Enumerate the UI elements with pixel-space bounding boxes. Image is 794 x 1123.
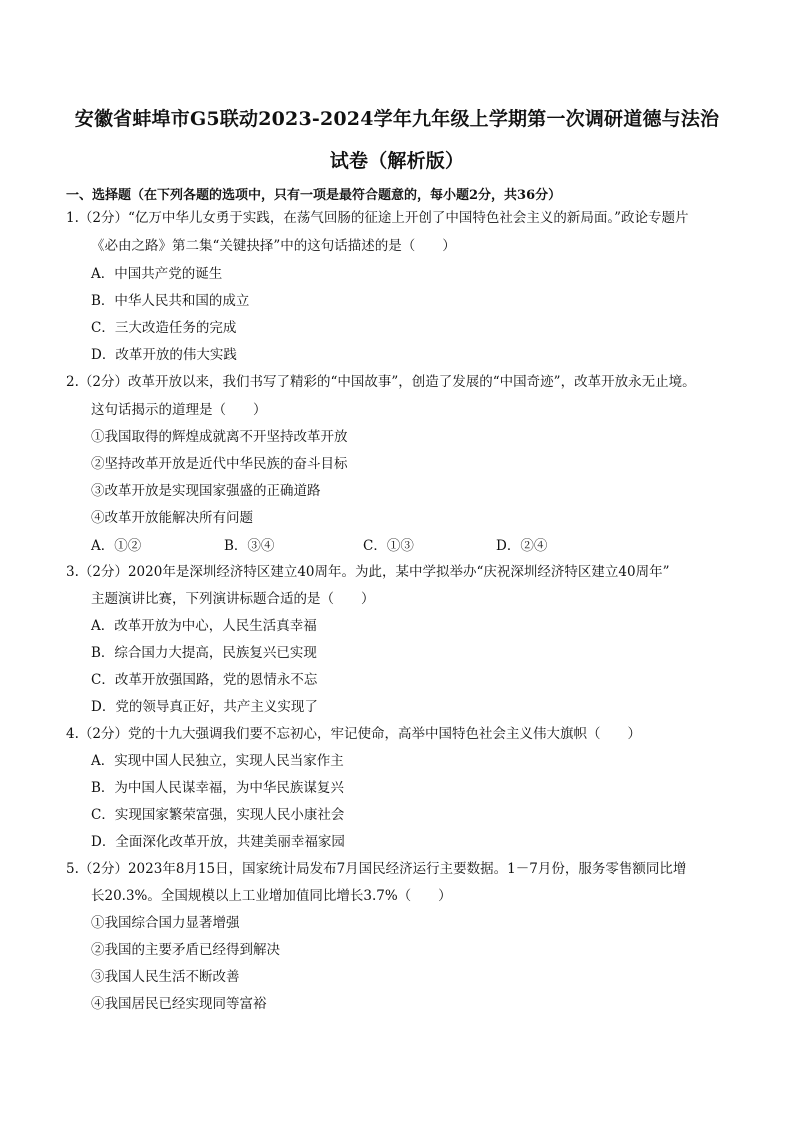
q1-stem-line2: 《必由之路》第二集“关键抉择”中的这句话描述的是（ ）	[91, 238, 456, 254]
q3-stem-line2: 主题演讲比赛，下列演讲标题合适的是（ ）	[91, 591, 375, 607]
q1-stem-line1: 1.（2分）“亿万中华儿女勇于实践，在荡气回肠的征途上开创了中国特色社会主义的新局面。”政论专题片	[66, 210, 689, 226]
q2-stem-line1: 2.（2分）改革开放以来，我们书写了精彩的“中国故事”，创造了发展的“中国奇迹”，改革开放永无止境。	[66, 374, 696, 390]
q4-option-a: A．实现中国人民独立，实现人民当家作主	[91, 753, 344, 769]
q5-stem-line2: 长20.3%。全国规模以上工业增加值同比增长3.7%（ ）	[91, 888, 452, 904]
q5-stem-line1: 5.（2分）2023年8月15日，国家统计局发布7月国民经济运行主要数据。1－7月份，服务零售额同比增	[66, 861, 687, 877]
q2-item-4: ④改革开放能解决所有问题	[91, 510, 253, 526]
q4-option-b: B．为中国人民谋幸福，为中华民族谋复兴	[91, 780, 344, 796]
q2-choice-b: B．③④	[224, 538, 275, 554]
section-title: 一、选择题（在下列各题的选项中，只有一项是最符合题意的，每小题2分，共36分）	[66, 188, 562, 203]
page-title-line1: 安徽省蚌埠市G5联动2023-2024学年九年级上学期第一次调研道德与法治	[74, 108, 720, 130]
q2-choice-c: C．①③	[363, 538, 414, 554]
q3-stem-line1: 3.（2分）2020年是深圳经济特区建立40周年。为此，某中学拟举办“庆祝深圳经济特区建立40周年”	[66, 564, 670, 580]
page-title-line2: 试卷（解析版）	[329, 150, 465, 172]
q2-choice-d: D．②④	[496, 538, 548, 554]
q2-choice-a: A．①②	[91, 538, 142, 554]
q4-stem-line1: 4.（2分）党的十九大强调我们要不忘初心，牢记使命，高举中国特色社会主义伟大旗帜（ ）	[66, 726, 641, 742]
q1-option-b: B．中华人民共和国的成立	[91, 293, 250, 309]
q3-option-d: D．党的领导真正好，共产主义实现了	[91, 699, 318, 715]
q4-option-c: C．实现国家繁荣富强，实现人民小康社会	[91, 807, 345, 823]
q2-choices	[91, 534, 731, 554]
q5-item-2: ②我国的主要矛盾已经得到解决	[91, 942, 280, 958]
q3-option-c: C．改革开放强国路，党的恩情永不忘	[91, 672, 318, 688]
q1-option-d: D．改革开放的伟大实践	[91, 347, 237, 363]
q2-item-3: ③改革开放是实现国家强盛的正确道路	[91, 483, 321, 499]
q2-item-2: ②坚持改革开放是近代中华民族的奋斗目标	[91, 456, 348, 472]
q1-option-c: C．三大改造任务的完成	[91, 320, 237, 336]
q5-item-1: ①我国综合国力显著增强	[91, 915, 240, 931]
q5-item-4: ④我国居民已经实现同等富裕	[91, 996, 267, 1012]
q2-stem-line2: 这句话揭示的道理是（ ）	[91, 402, 267, 418]
q1-option-a: A．中国共产党的诞生	[91, 266, 223, 282]
q3-option-b: B．综合国力大提高，民族复兴已实现	[91, 645, 317, 661]
q3-option-a: A．改革开放为中心，人民生活真幸福	[91, 618, 317, 634]
q4-option-d: D．全面深化改革开放，共建美丽幸福家园	[91, 834, 345, 850]
q5-item-3: ③我国人民生活不断改善	[91, 969, 240, 985]
q2-item-1: ①我国取得的辉煌成就离不开坚持改革开放	[91, 429, 348, 445]
